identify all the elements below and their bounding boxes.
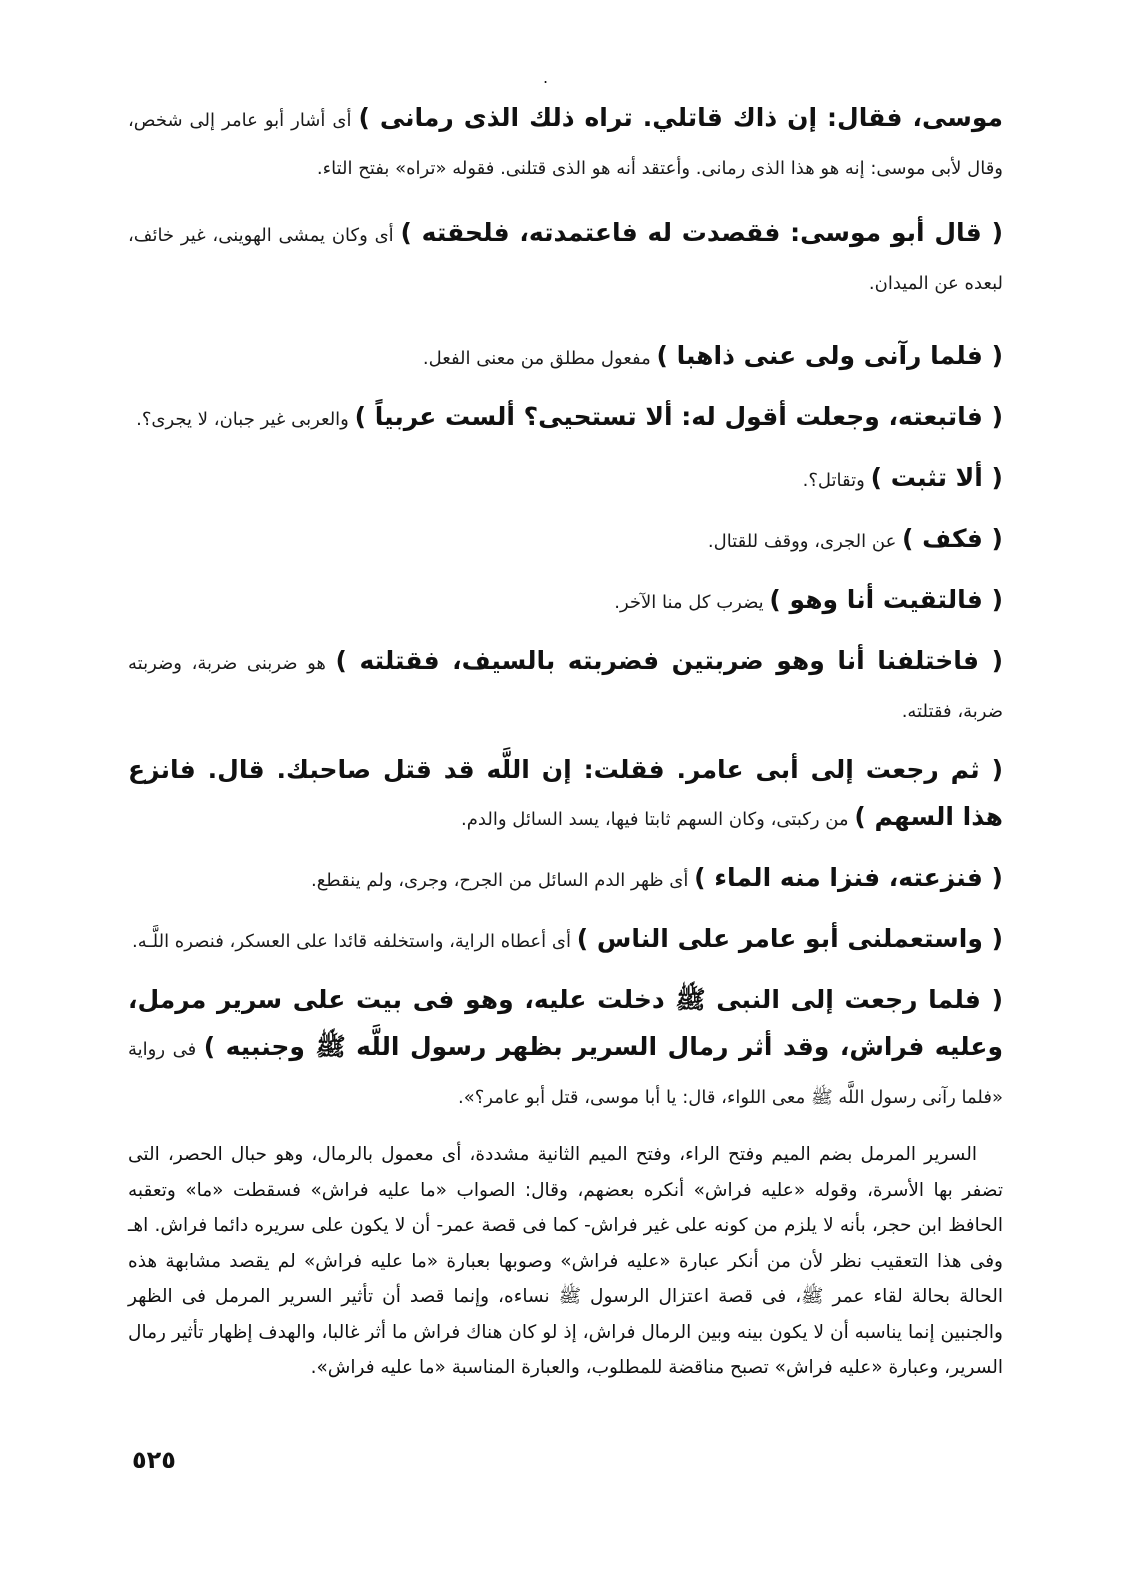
top-mark: . <box>543 68 549 87</box>
paragraph-4 <box>128 394 1003 443</box>
matn-text: ( فاتبعته، وجعلت أقول له: ألا تستحيى؟ ألست عربياً ) <box>354 402 1003 431</box>
matn-text: ( فاختلفنا أنا وهو ضربتين فضربته بالسيف، فقتلته ) <box>335 646 1004 675</box>
sharh-text: من ركبتى، وكان السهم ثابتا فيها، يسد السائل والدم. <box>461 809 855 830</box>
sharh-text: أى ظهر الدم السائل من الجرح، وجرى، ولم ينقطع. <box>311 870 695 891</box>
matn-text: ( فلما رجعت إلى النبى ﷺ دخلت عليه، وهو فى بيت على سرير مرمل، وعليه فراش، وقد أثر رمال السرير بظهر رسول اللَّه ﷺ وجنبيه ) <box>128 985 1003 1061</box>
sharh-text: وتقاتل؟. <box>802 470 871 491</box>
paragraph-9 <box>128 747 1003 843</box>
paragraph-10 <box>128 855 1003 904</box>
paragraph-12 <box>128 977 1003 1121</box>
sharh-text: مفعول مطلق من معنى الفعل. <box>422 348 657 369</box>
matn-text: ( فالتقيت أنا وهو ) <box>769 585 1003 614</box>
paragraph-8 <box>128 638 1003 735</box>
paragraph-3 <box>128 333 1003 382</box>
paragraph-1 <box>128 95 1003 192</box>
paragraph-5 <box>128 455 1003 504</box>
matn-text: ( ثم رجعت إلى أبى عامر. فقلت: إن اللَّه قد قتل صاحبك. قال. فانزع هذا السهم ) <box>128 755 1003 831</box>
matn-text: ( فلما رآنى ولى عنى ذاهبا ) <box>656 341 1003 370</box>
paragraph-11 <box>128 916 1003 965</box>
sharh-text: والعربى غير جبان، لا يجرى؟. <box>136 409 355 430</box>
matn-text: ( فنزعته، فنزا منه الماء ) <box>694 863 1003 892</box>
matn-text: ( ألا تثبت ) <box>870 463 1003 492</box>
matn-text: ( واستعملنى أبو عامر على الناس ) <box>576 924 1003 953</box>
paragraph-7 <box>128 577 1003 626</box>
page-number: ٥٢٥ <box>132 1446 176 1474</box>
commentary-paragraph <box>128 1137 1003 1386</box>
sharh-text: فى رواية «فلما رآنى رسول اللَّه ﷺ معى اللواء، قال: يا أبا موسى، قتل أبو عامر؟». <box>128 1039 1003 1108</box>
matn-text: موسى، فقال: إن ذاك قاتلي. تراه ذلك الذى رمانى ) <box>358 103 1003 132</box>
sharh-text: هو ضربنى ضربة، وضربته ضربة، فقتلته. <box>128 653 1003 722</box>
matn-text: ( فكف ) <box>902 524 1003 553</box>
commentary-text: السرير المرمل بضم الميم وفتح الراء، وفتح الميم الثانية مشددة، أى معمول بالرمال، وهو حبال الحصر، التى تضفر بها الأسرة، وقوله «عليه فراش» أنكره بعضهم، وقال: الصواب «ما عليه فراش» فسقطت «ما» وتعقبه الحافظ ابن حجر، بأنه لا يلزم من كونه على غير فراش- كما فى قصة عمر- أن لا يكون على سريره دائما فراش. اهـ وفى هذا التعقيب نظر لأن من أنكر عبارة «عليه فراش» وصوبها بعبارة «ما عليه فراش» لم يقصد مشابهة هذه الحالة بحالة لقاء عمر ﷺ، فى قصة اعتزال الرسول ﷺ نساءه، وإنما قصد أن تأثير السرير المرمل فى الظهر والجنبين إنما يناسبه أن لا يكون بينه وبين الرمال فراش، إذ لو كان هناك فراش ما أثر غالبا، والهدف إظهار تأثير رمال السرير، وعبارة «عليه فراش» تصبح مناقضة للمطلوب، والعبارة المناسبة «ما عليه فراش». <box>128 1144 1003 1378</box>
paragraph-2 <box>128 210 1003 307</box>
paragraph-6 <box>128 516 1003 565</box>
sharh-text: عن الجرى، ووقف للقتال. <box>707 531 903 552</box>
sharh-text: أى أعطاه الراية، واستخلفه قائدا على العسكر، فنصره اللَّـه. <box>132 931 577 952</box>
page-body <box>128 95 1003 1404</box>
sharh-text: أى أشار أبو عامر إلى شخص، وقال لأبى موسى: إنه هو هذا الذى رمانى. وأعتقد أنه هو الذى قتلنى. فقوله «تراه» بفتح التاء. <box>128 110 1003 179</box>
sharh-text: أى وكان يمشى الهوينى، غير خائف، لبعده عن الميدان. <box>128 225 1003 294</box>
sharh-text: يضرب كل منا الآخر. <box>614 592 770 613</box>
matn-text: ( قال أبو موسى: فقصدت له فاعتمدته، فلحقته ) <box>400 218 1003 247</box>
